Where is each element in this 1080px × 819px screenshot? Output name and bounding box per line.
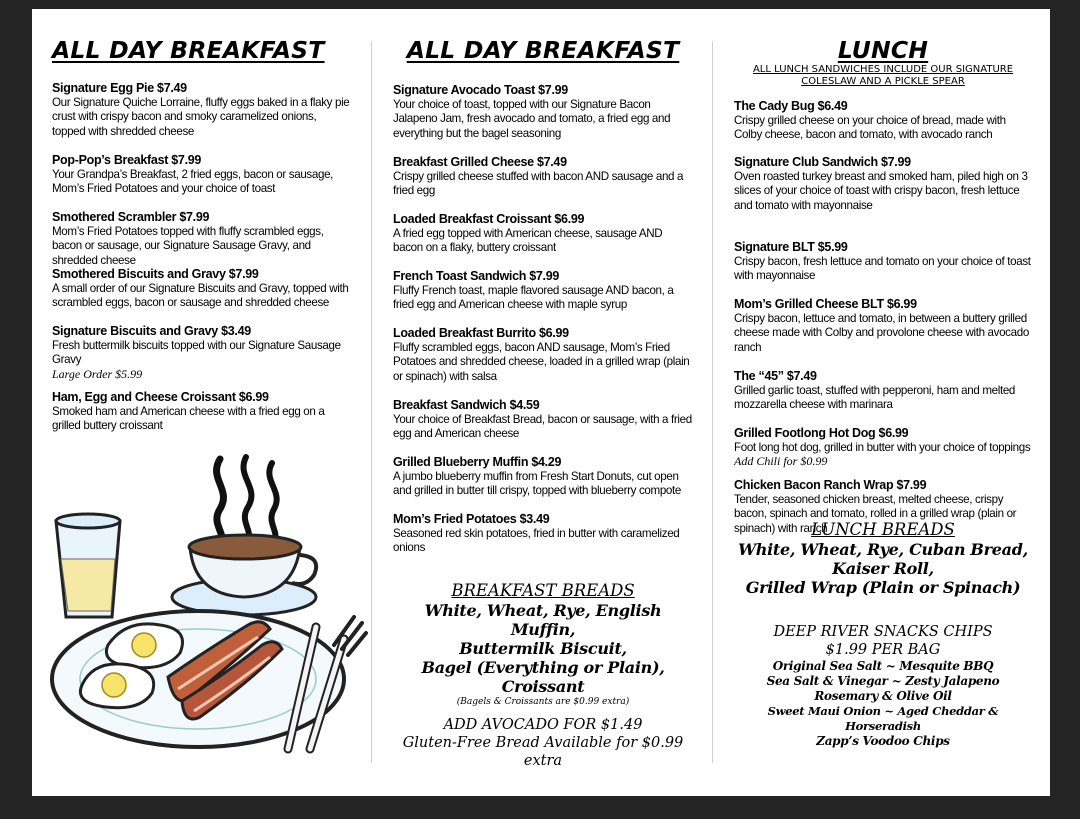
item-note: Large Order $5.99 xyxy=(52,366,143,381)
item-description: Your choice of toast, topped with our Signature Bacon Jalapeno Jam, fresh avocado and tomato, a fried egg and everything but the bagel seasoning xyxy=(393,98,671,140)
item-title: Chicken Bacon Ranch Wrap $7.99 xyxy=(734,478,927,492)
item-description: Oven roasted turkey breast and smoked ham, piled high on 3 slices of your choice of toast with crispy bacon, fresh lettuce and tomato with mayonnaise xyxy=(734,170,1028,212)
item-description: Grilled garlic toast, stuffed with pepperoni, ham and melted mozzarella cheese with marinara xyxy=(734,384,1016,412)
item-description: Seasoned red skin potatoes, fried in butter with caramelized onions xyxy=(393,527,680,555)
item-description: A fried egg topped with American cheese, sausage AND bacon on a flaky, buttery croissant xyxy=(393,227,663,255)
lunch-subtitle-line: ALL LUNCH SANDWICHES INCLUDE OUR SIGNATURE xyxy=(752,64,1014,75)
chips-flavor-line: Rosemary & Olive Oil xyxy=(814,689,952,703)
bread-note: (Bagels & Croissants are $0.99 extra) xyxy=(456,697,630,707)
item-note: Add Chili for $0.99 xyxy=(734,454,828,469)
item-title: Grilled Blueberry Muffin $4.29 xyxy=(393,455,562,469)
item-title: Signature Avocado Toast $7.99 xyxy=(393,83,568,97)
chips-section xyxy=(734,623,1032,749)
menu-items xyxy=(734,99,1032,534)
menu-item xyxy=(52,81,352,153)
menu-item xyxy=(393,269,693,326)
breakfast-plate-icon xyxy=(48,449,368,769)
lunch-breads-section xyxy=(734,520,1032,597)
menu-item xyxy=(734,297,1032,369)
menu-item xyxy=(52,210,352,267)
item-title: Smothered Biscuits and Gravy $7.99 xyxy=(52,267,259,281)
menu-item xyxy=(52,267,352,324)
item-description: Crispy bacon, fresh lettuce and tomato on your choice of toast with mayonnaise xyxy=(734,255,1031,283)
item-title: Mom’s Fried Potatoes $3.49 xyxy=(393,512,550,526)
bread-line: Grilled Wrap (Plain or Spinach) xyxy=(745,578,1021,597)
column-divider xyxy=(371,41,372,763)
item-description: Crispy grilled cheese stuffed with bacon AND sausage and a fried egg xyxy=(393,170,684,198)
item-title: Mom’s Grilled Cheese BLT $6.99 xyxy=(734,297,917,311)
chips-flavor-line: Sweet Maui Onion ~ Aged Cheddar & Horseradish xyxy=(767,704,999,733)
menu-item xyxy=(393,212,693,269)
item-title: The Cady Bug $6.49 xyxy=(734,99,848,113)
item-description: Mom’s Fried Potatoes topped with fluffy scrambled eggs, bacon or sausage, our Signature Sausage Gravy, and shredded cheese xyxy=(52,225,324,267)
chips-flavor-line: Zapp’s Voodoo Chips xyxy=(816,734,950,748)
item-description: Tender, seasoned chicken breast, melted cheese, crispy bacon, spinach and tomato, rolled in a grilled wrap (plain or spinach) with ranch xyxy=(734,493,1017,535)
item-title: Signature Egg Pie $7.49 xyxy=(52,81,187,95)
item-title: Breakfast Grilled Cheese $7.49 xyxy=(393,155,567,169)
bread-line: Buttermilk Biscuit, xyxy=(459,639,627,658)
item-title: Loaded Breakfast Burrito $6.99 xyxy=(393,326,569,340)
bread-line: Bagel (Everything or Plain), Croissant xyxy=(421,658,665,696)
chips-heading: DEEP RIVER SNACKS CHIPS xyxy=(773,624,993,640)
bread-line: White, Wheat, Rye, English Muffin, xyxy=(424,601,662,639)
menu-items xyxy=(52,81,352,440)
menu-item xyxy=(734,369,1032,426)
menu-item xyxy=(393,398,693,455)
item-title: Pop-Pop’s Breakfast $7.99 xyxy=(52,153,202,167)
menu-item xyxy=(734,155,1032,240)
breakfast-breads-section xyxy=(393,581,693,770)
menu-page xyxy=(32,9,1050,796)
menu-item xyxy=(52,153,352,210)
item-description: Smoked ham and American cheese with a fried egg on a grilled buttery croissant xyxy=(52,405,325,433)
section-heading: LUNCH BREADS xyxy=(811,520,955,539)
bread-line: Kaiser Roll, xyxy=(832,559,934,578)
lunch-subtitle xyxy=(734,64,1032,88)
chips-price: $1.99 PER BAG xyxy=(825,642,941,658)
menu-item xyxy=(734,99,1032,155)
item-title: Smothered Scrambler $7.99 xyxy=(52,210,210,224)
item-title: Signature BLT $5.99 xyxy=(734,240,848,254)
menu-item xyxy=(393,83,693,155)
item-description: Our Signature Quiche Lorraine, fluffy eggs baked in a flaky pie crust with crispy bacon and smoky caramelized onions, topped with shredded cheese xyxy=(52,96,350,138)
item-description: Crispy grilled cheese on your choice of bread, made with Colby cheese, bacon and tomato, with avocado ranch xyxy=(734,114,1006,142)
menu-items xyxy=(393,83,693,562)
item-title: Breakfast Sandwich $4.59 xyxy=(393,398,540,412)
item-title: Signature Club Sandwich $7.99 xyxy=(734,155,911,169)
column-title: LUNCH xyxy=(837,36,929,64)
bread-line: White, Wheat, Rye, Cuban Bread, xyxy=(738,540,1028,559)
menu-item xyxy=(393,512,693,562)
section-heading: BREAKFAST BREADS xyxy=(451,581,635,600)
chips-flavor-line: Sea Salt & Vinegar ~ Zesty Jalapeno xyxy=(766,674,1000,688)
item-title: The “45” $7.49 xyxy=(734,369,817,383)
menu-item xyxy=(734,426,1032,478)
menu-item xyxy=(393,326,693,398)
item-title: Signature Biscuits and Gravy $3.49 xyxy=(52,324,251,338)
column-title: ALL DAY BREAKFAST xyxy=(406,36,680,64)
item-description: Foot long hot dog, grilled in butter with your choice of toppings xyxy=(734,441,1031,454)
item-title: Ham, Egg and Cheese Croissant $6.99 xyxy=(52,390,269,404)
item-description: Fresh buttermilk biscuits topped with our Signature Sausage Gravy xyxy=(52,339,341,367)
lunch-subtitle-line: COLESLAW AND A PICKLE SPEAR xyxy=(801,76,965,87)
item-description: A small order of our Signature Biscuits and Gravy, topped with scrambled eggs, bacon or sausage and shredded cheese xyxy=(52,282,349,310)
item-description: Your choice of Breakfast Bread, bacon or sausage, with a fried egg and American cheese xyxy=(393,413,692,441)
avocado-addon: ADD AVOCADO FOR $1.49 xyxy=(443,717,643,733)
item-description: Your Grandpa’s Breakfast, 2 fried eggs, bacon or sausage, Mom’s Fried Potatoes and your choice of toast xyxy=(52,168,334,196)
item-description: Fluffy French toast, maple flavored sausage AND bacon, a fried egg and American cheese with maple syrup xyxy=(393,284,674,312)
item-description: Crispy bacon, lettuce and tomato, in between a buttery grilled cheese made with Colby and provolone cheese with avocado ranch xyxy=(734,312,1029,354)
chips-flavor-line: Original Sea Salt ~ Mesquite BBQ xyxy=(772,659,994,673)
column-title: ALL DAY BREAKFAST xyxy=(52,36,325,64)
menu-item xyxy=(734,240,1032,297)
item-title: Loaded Breakfast Croissant $6.99 xyxy=(393,212,585,226)
menu-item xyxy=(393,455,693,512)
menu-item xyxy=(52,390,352,440)
column-divider xyxy=(712,41,713,763)
item-title: French Toast Sandwich $7.99 xyxy=(393,269,560,283)
item-description: Fluffy scrambled eggs, bacon AND sausage, Mom’s Fried Potatoes and shredded cheese, loaded in a grilled wrap (plain or spinach) with salsa xyxy=(393,341,690,383)
menu-item xyxy=(52,324,352,390)
item-description: A jumbo blueberry muffin from Fresh Start Donuts, cut open and grilled in butter till crispy, topped with blueberry compote xyxy=(393,470,681,498)
item-title: Grilled Footlong Hot Dog $6.99 xyxy=(734,426,909,440)
menu-item xyxy=(393,155,693,212)
gluten-free-note: Gluten-Free Bread Available for $0.99 extra xyxy=(402,735,684,769)
